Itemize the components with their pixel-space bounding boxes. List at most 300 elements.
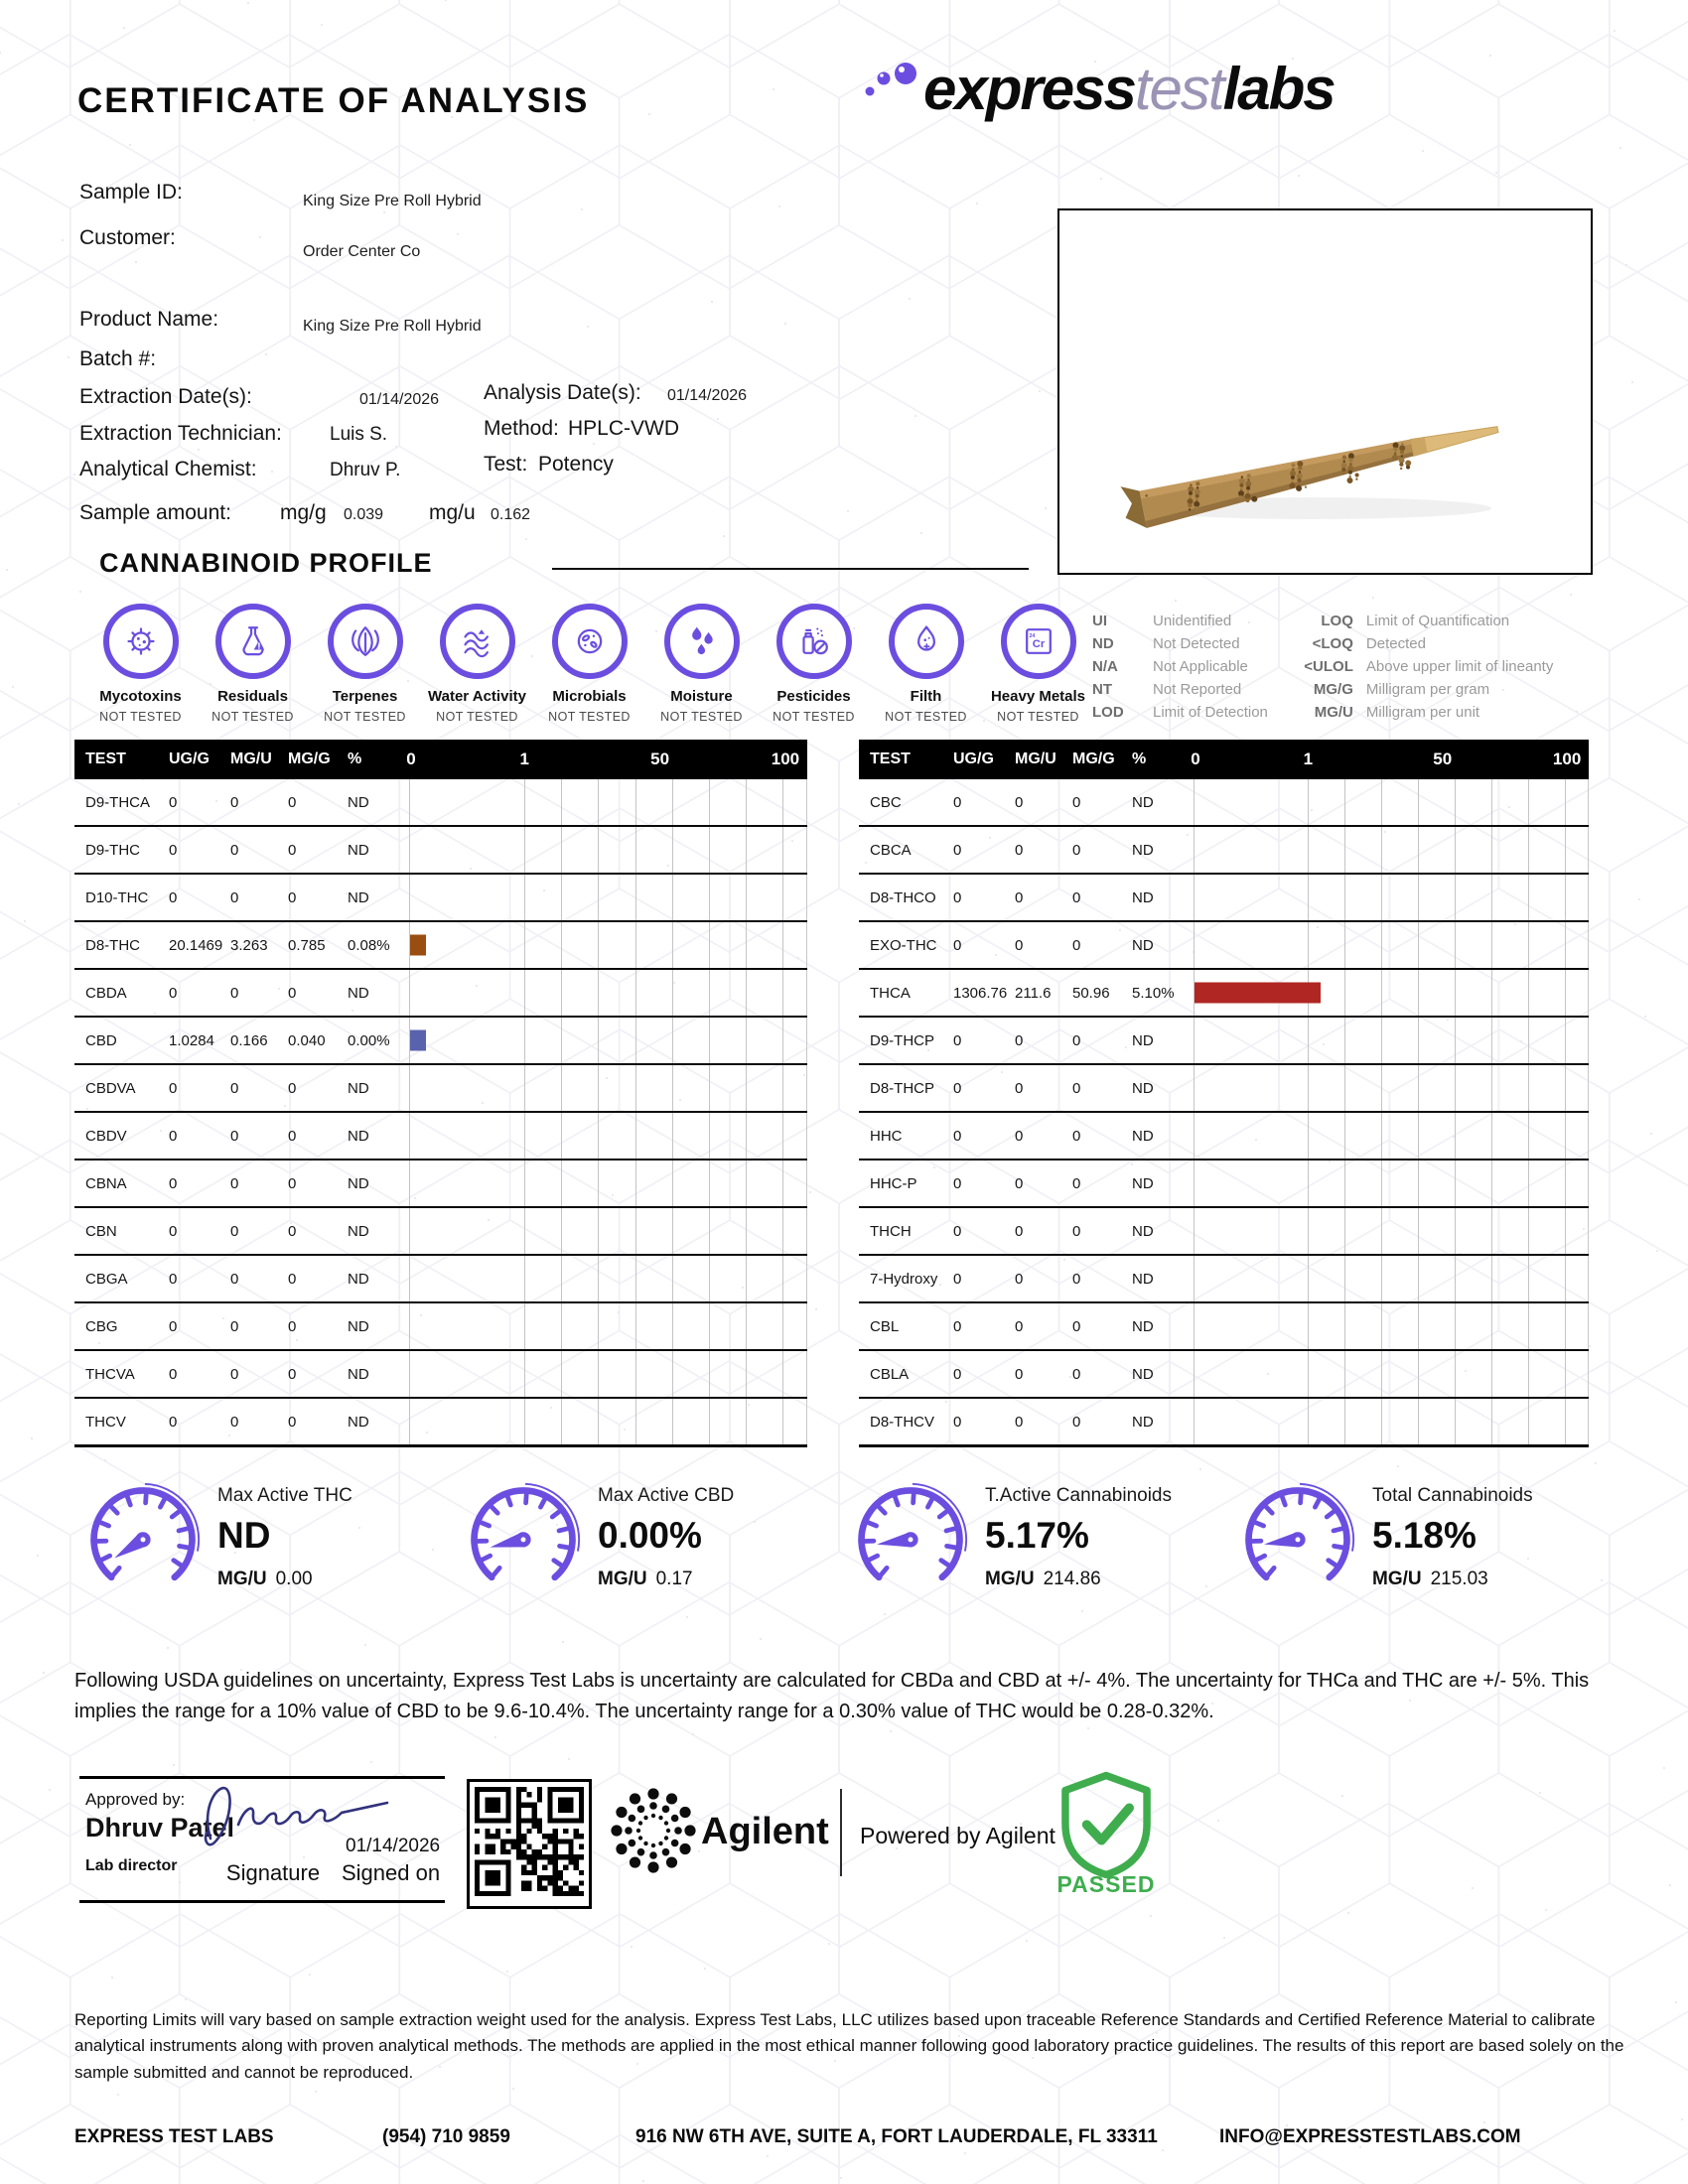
analyte-pct: ND xyxy=(348,1365,369,1383)
bar-chart-cell xyxy=(409,1208,807,1254)
analyte-mgg: 0 xyxy=(288,841,297,859)
chart-gridline xyxy=(782,875,783,920)
agilent-brand: Agilent xyxy=(701,1811,829,1852)
chart-gridline xyxy=(1344,1160,1345,1206)
uncertainty-statement: Following USDA guidelines on uncertainty, Express Test Labs is uncertainty are calculated for CBDa and CBD at +/- 4%. The uncertainty for THCa and THC are +/- 5%. This implies the range for a 10% value of CBD to be 9.6-10.4%. The uncertainty range for a 0.30% value of THC would be 0.28-0.32%. xyxy=(74,1670,1590,1722)
legend-abbr: ND xyxy=(1092,635,1114,652)
chart-gridline xyxy=(709,922,710,968)
chart-gridline xyxy=(1381,875,1382,920)
gauge-icon xyxy=(1239,1479,1356,1596)
analyte-row xyxy=(74,1018,807,1065)
analyte-name: HHC xyxy=(870,1127,903,1145)
column-header: MG/U xyxy=(1015,751,1056,767)
bar-chart-cell xyxy=(409,1160,807,1206)
chart-gridline xyxy=(1565,922,1566,968)
safety-panel-label: Heavy Metals xyxy=(990,688,1086,705)
chart-gridline xyxy=(746,827,747,873)
chart-gridline xyxy=(598,922,599,968)
method-label: Method: xyxy=(484,417,559,440)
bar-chart-cell xyxy=(409,1018,807,1063)
chart-gridline xyxy=(1418,779,1419,825)
bar-chart-cell xyxy=(1194,1065,1589,1111)
chart-gridline xyxy=(782,1303,783,1349)
analyte-mgu: 0 xyxy=(1015,1365,1024,1383)
gauge-icon xyxy=(84,1479,202,1596)
safety-panel-status: NOT TESTED xyxy=(436,710,518,724)
analyte-mgu: 0 xyxy=(1015,1079,1024,1097)
extraction-technician-label: Extraction Technician: xyxy=(79,422,282,445)
safety-panel-status: NOT TESTED xyxy=(997,710,1079,724)
chart-gridline xyxy=(1308,1018,1309,1063)
chart-gridline xyxy=(782,779,783,825)
chart-gridline xyxy=(1194,1208,1195,1254)
chart-gridline xyxy=(1418,1160,1419,1206)
legend-entry xyxy=(1092,632,1268,655)
analyte-mgg: 0 xyxy=(1072,1031,1081,1049)
chart-gridline xyxy=(1565,1351,1566,1397)
bar-chart-cell xyxy=(1194,1208,1589,1254)
chart-gridline xyxy=(524,1399,525,1444)
analyte-row xyxy=(859,827,1589,875)
analyte-mgu: 0 xyxy=(230,888,239,906)
residuals-icon xyxy=(215,604,291,679)
chart-gridline xyxy=(1381,779,1382,825)
chart-gridline xyxy=(1418,1065,1419,1111)
column-header: TEST xyxy=(85,751,126,767)
safety-panel xyxy=(982,604,1094,724)
safety-panel-label: Pesticides xyxy=(776,688,851,705)
analyte-row xyxy=(859,875,1589,922)
chart-gridline xyxy=(672,779,673,825)
safety-panel-label: Residuals xyxy=(217,688,288,705)
analyte-mgu: 0 xyxy=(1015,793,1024,811)
gauge-unit-row xyxy=(598,1569,734,1590)
analyte-pct: ND xyxy=(348,1174,369,1192)
gauge-unit-label: MG/U xyxy=(598,1569,647,1589)
chart-gridline xyxy=(1381,1018,1382,1063)
moisture-icon xyxy=(664,604,740,679)
analyte-ugg: 0 xyxy=(169,1317,178,1335)
mycotoxins-icon xyxy=(103,604,179,679)
analyte-mgg: 0 xyxy=(288,888,297,906)
analyte-mgu: 0 xyxy=(1015,1222,1024,1240)
product-name-label: Product Name: xyxy=(79,308,219,331)
legend-desc: Limit of Quantification xyxy=(1365,613,1510,629)
analyte-row xyxy=(74,1113,807,1160)
analyte-ugg: 1306.76 xyxy=(953,984,1008,1002)
analyte-pct: ND xyxy=(1132,1127,1154,1145)
chart-gridline xyxy=(1528,827,1529,873)
chart-gridline xyxy=(524,922,525,968)
gauge-unit-label: MG/U xyxy=(217,1569,267,1589)
extraction-technician-value: Luis S. xyxy=(330,424,388,445)
footer-address: 916 NW 6TH AVE, SUITE A, FORT LAUDERDALE, FL 33311 xyxy=(635,2126,1158,2147)
gauge-icon xyxy=(465,1479,582,1596)
chart-gridline xyxy=(1344,922,1345,968)
analyte-name: CBC xyxy=(870,793,902,811)
chart-gridline xyxy=(1528,922,1529,968)
chart-gridline xyxy=(746,1208,747,1254)
chart-gridline xyxy=(1418,1018,1419,1063)
analyte-mgu: 0 xyxy=(230,1127,239,1145)
analyte-mgu: 0 xyxy=(1015,1317,1024,1335)
chart-gridline xyxy=(1455,827,1456,873)
chart-gridline xyxy=(1381,1399,1382,1444)
chart-gridline xyxy=(524,970,525,1016)
bar-chart-cell xyxy=(1194,1399,1589,1444)
chart-gridline xyxy=(409,1065,410,1111)
analyte-pct: 5.10% xyxy=(1132,984,1175,1002)
safety-panel xyxy=(197,604,309,724)
analyte-row xyxy=(859,1208,1589,1256)
chart-gridline xyxy=(1565,1018,1566,1063)
chart-gridline xyxy=(672,1065,673,1111)
analyte-name: D9-THC xyxy=(85,841,140,859)
analyte-mgg: 0 xyxy=(1072,841,1081,859)
analyte-mgu: 0 xyxy=(1015,1031,1024,1049)
analyte-name: CBNA xyxy=(85,1174,127,1192)
chart-gridline xyxy=(1194,827,1195,873)
chart-gridline xyxy=(409,1303,410,1349)
chart-gridline xyxy=(1194,1303,1195,1349)
analyte-row xyxy=(74,970,807,1018)
legend-entry xyxy=(1296,655,1553,678)
scale-tick: 50 xyxy=(650,750,670,768)
chart-gridline xyxy=(746,1113,747,1159)
chart-gridline xyxy=(1308,1256,1309,1301)
analyte-name: CBDVA xyxy=(85,1079,136,1097)
chart-gridline xyxy=(409,1113,410,1159)
chart-gridline xyxy=(709,1160,710,1206)
analyte-mgg: 0 xyxy=(1072,1413,1081,1431)
bar-chart-cell xyxy=(409,1065,807,1111)
legend-desc: Limit of Detection xyxy=(1153,704,1268,721)
chart-gridline xyxy=(598,1113,599,1159)
bar-chart-cell xyxy=(409,827,807,873)
analyte-mgu: 0 xyxy=(230,1222,239,1240)
gauge-icon xyxy=(852,1479,969,1596)
value-bar xyxy=(410,935,426,956)
legend-entry xyxy=(1296,701,1553,724)
gauge-unit-row xyxy=(985,1569,1172,1590)
chart-gridline xyxy=(524,1113,525,1159)
sample-id-value: King Size Pre Roll Hybrid xyxy=(303,193,482,209)
bar-chart-cell xyxy=(409,1399,807,1444)
gauge-title: Max Active CBD xyxy=(598,1485,735,1506)
approved-by-label: Approved by: xyxy=(85,1790,186,1809)
gauge-value: 5.17% xyxy=(985,1515,1089,1556)
analyte-ugg: 0 xyxy=(953,841,962,859)
footer-phone: (954) 710 9859 xyxy=(382,2126,510,2147)
chart-gridline xyxy=(1344,970,1345,1016)
analyte-mgu: 0 xyxy=(1015,936,1024,954)
analyte-mgu: 0 xyxy=(1015,888,1024,906)
analyte-name: D8-THCP xyxy=(870,1079,935,1097)
chart-gridline xyxy=(561,1399,562,1444)
chart-gridline xyxy=(1528,970,1529,1016)
chart-gridline xyxy=(1194,1018,1195,1063)
legend-abbr: <ULOL xyxy=(1304,658,1353,675)
chart-gridline xyxy=(1491,1065,1492,1111)
chart-gridline xyxy=(709,1303,710,1349)
chart-gridline xyxy=(1344,1399,1345,1444)
analyte-name: THCA xyxy=(870,984,911,1002)
footer-email: INFO@EXPRESSTESTLABS.COM xyxy=(1219,2126,1521,2147)
gauge-text xyxy=(1372,1479,1533,1590)
chart-gridline xyxy=(1418,827,1419,873)
chart-gridline xyxy=(561,779,562,825)
chart-gridline xyxy=(1455,1065,1456,1111)
chart-gridline xyxy=(1491,970,1492,1016)
chart-gridline xyxy=(635,1303,636,1349)
analyte-row xyxy=(859,970,1589,1018)
analysis-date-label: Analysis Date(s): xyxy=(484,381,641,404)
analyte-name: CBG xyxy=(85,1317,118,1335)
chart-gridline xyxy=(598,970,599,1016)
legend-abbr: UI xyxy=(1092,613,1107,629)
bar-chart-cell xyxy=(1194,779,1589,825)
bar-chart-cell xyxy=(1194,1256,1589,1301)
chart-gridline xyxy=(1308,1065,1309,1111)
passed-badge xyxy=(1051,1769,1162,1898)
chart-gridline xyxy=(1565,1303,1566,1349)
chart-gridline xyxy=(1344,1256,1345,1301)
chart-gridline xyxy=(598,827,599,873)
chart-gridline xyxy=(782,827,783,873)
chart-gridline xyxy=(561,875,562,920)
analyte-ugg: 0 xyxy=(953,1127,962,1145)
express-test-labs-logo xyxy=(862,56,1335,122)
analyte-pct: ND xyxy=(1132,1365,1154,1383)
analyte-name: HHC-P xyxy=(870,1174,917,1192)
chart-gridline xyxy=(1381,1160,1382,1206)
chart-gridline xyxy=(561,922,562,968)
chart-gridline xyxy=(672,1208,673,1254)
analyte-row xyxy=(74,1303,807,1351)
chart-gridline xyxy=(709,1351,710,1397)
signature-label: Signature xyxy=(225,1860,321,1885)
legend-abbr: LOQ xyxy=(1321,613,1353,629)
analyte-mgg: 0 xyxy=(288,1222,297,1240)
chart-gridline xyxy=(524,1065,525,1111)
chart-gridline xyxy=(635,1018,636,1063)
safety-panel xyxy=(758,604,870,724)
chart-gridline xyxy=(524,1160,525,1206)
analyte-row xyxy=(74,1256,807,1303)
analyte-name: CBDV xyxy=(85,1127,127,1145)
bar-chart-cell xyxy=(409,779,807,825)
chart-gridline xyxy=(672,1303,673,1349)
svg-text:24: 24 xyxy=(1029,633,1035,640)
analyte-mgu: 0 xyxy=(1015,1413,1024,1431)
analyte-pct: ND xyxy=(348,841,369,859)
abbreviation-legend xyxy=(1092,610,1553,724)
chart-gridline xyxy=(1381,1065,1382,1111)
sample-amount-mgu-value: 0.162 xyxy=(491,506,531,523)
chart-gridline xyxy=(1528,779,1529,825)
analyte-mgu: 0 xyxy=(230,1413,239,1431)
safety-panel-label: Microbials xyxy=(552,688,627,705)
chart-gridline xyxy=(635,875,636,920)
analyte-row xyxy=(74,779,807,827)
shield-check-icon xyxy=(1055,1769,1158,1880)
product-photo xyxy=(1057,208,1593,575)
scale-tick: 50 xyxy=(1433,750,1453,768)
agilent-starburst-icon xyxy=(608,1785,699,1876)
chart-gridline xyxy=(672,1399,673,1444)
analyte-row xyxy=(74,875,807,922)
analyte-ugg: 0 xyxy=(169,1413,178,1431)
safety-panel xyxy=(309,604,421,724)
chart-gridline xyxy=(598,875,599,920)
chart-gridline xyxy=(782,970,783,1016)
legend-desc: Detected xyxy=(1365,635,1426,652)
analyte-pct: ND xyxy=(1132,1079,1154,1097)
safety-panel-label: Mycotoxins xyxy=(99,688,182,705)
chart-gridline xyxy=(782,1208,783,1254)
chart-gridline xyxy=(746,779,747,825)
chart-gridline xyxy=(1528,1399,1529,1444)
chart-gridline xyxy=(635,1351,636,1397)
qr-code xyxy=(467,1779,592,1909)
chart-gridline xyxy=(524,1303,525,1349)
safety-panel-label: Water Activity xyxy=(428,688,526,705)
bar-chart-cell xyxy=(1194,922,1589,968)
summary-gauges xyxy=(0,1479,1688,1658)
chart-gridline xyxy=(709,1208,710,1254)
chart-gridline xyxy=(1455,779,1456,825)
chart-gridline xyxy=(1194,875,1195,920)
chart-gridline xyxy=(672,1351,673,1397)
chart-gridline xyxy=(1491,827,1492,873)
analyte-pct: ND xyxy=(348,1222,369,1240)
chart-gridline xyxy=(1528,1303,1529,1349)
gauge-text xyxy=(985,1479,1172,1590)
analytical-chemist-value: Dhruv P. xyxy=(330,460,401,480)
chart-gridline xyxy=(746,1256,747,1301)
analyte-mgg: 0.040 xyxy=(288,1031,326,1049)
analyte-name: D8-THCV xyxy=(870,1413,935,1431)
legend-desc: Not Detected xyxy=(1153,635,1240,652)
approval-box xyxy=(79,1776,445,1903)
gauge-value: 0.00% xyxy=(598,1515,702,1556)
chart-gridline xyxy=(1528,1351,1529,1397)
safety-panel xyxy=(870,604,982,724)
analyte-mgg: 0 xyxy=(288,1317,297,1335)
safety-panel-status: NOT TESTED xyxy=(548,710,631,724)
analyte-mgg: 0 xyxy=(288,1174,297,1192)
analyte-mgg: 0 xyxy=(1072,888,1081,906)
analyte-row xyxy=(859,1160,1589,1208)
chart-gridline xyxy=(1418,1208,1419,1254)
chart-gridline xyxy=(1565,779,1566,825)
chart-gridline xyxy=(672,1256,673,1301)
chart-gridline xyxy=(1308,922,1309,968)
chart-gridline xyxy=(1381,1208,1382,1254)
analyte-ugg: 0 xyxy=(953,888,962,906)
chart-gridline xyxy=(1194,1351,1195,1397)
chart-gridline xyxy=(746,1018,747,1063)
chart-gridline xyxy=(1194,779,1195,825)
column-header: UG/G xyxy=(953,751,994,767)
chart-gridline xyxy=(672,827,673,873)
footer-company: EXPRESS TEST LABS xyxy=(74,2126,274,2147)
signed-date: 01/14/2026 xyxy=(346,1836,441,1856)
logo-express-text: express xyxy=(923,56,1135,122)
analyte-ugg: 0 xyxy=(169,1174,178,1192)
chart-gridline xyxy=(561,1256,562,1301)
legend-desc: Not Reported xyxy=(1153,681,1242,698)
analyte-ugg: 20.1469 xyxy=(169,936,223,954)
bar-chart-cell xyxy=(1194,827,1589,873)
chart-gridline xyxy=(409,1256,410,1301)
analyte-ugg: 0 xyxy=(953,1413,962,1431)
chart-gridline xyxy=(1381,1256,1382,1301)
cannabinoid-table-left xyxy=(74,740,807,1447)
analysis-date-value: 01/14/2026 xyxy=(667,387,748,404)
chart-gridline xyxy=(1491,1018,1492,1063)
legend-entry xyxy=(1296,610,1553,632)
chart-gridline xyxy=(1565,827,1566,873)
product-name-value: King Size Pre Roll Hybrid xyxy=(303,318,482,335)
chart-gridline xyxy=(672,1160,673,1206)
safety-panel-status: NOT TESTED xyxy=(99,710,182,724)
chart-gridline xyxy=(1455,875,1456,920)
analyte-row xyxy=(74,1065,807,1113)
chart-gridline xyxy=(709,779,710,825)
cannabinoid-table-right xyxy=(859,740,1589,1447)
legend-entry xyxy=(1092,610,1268,632)
chart-gridline xyxy=(635,1113,636,1159)
chart-gridline xyxy=(1528,875,1529,920)
gauge-block xyxy=(84,1479,352,1596)
safety-panel-label: Terpenes xyxy=(332,688,398,705)
chart-gridline xyxy=(524,1208,525,1254)
chart-gridline xyxy=(598,1208,599,1254)
safety-panel xyxy=(533,604,645,724)
bar-chart-cell xyxy=(1194,875,1589,920)
analyte-row xyxy=(74,922,807,970)
chart-gridline xyxy=(1381,1113,1382,1159)
analyte-name: D9-THCA xyxy=(85,793,151,811)
chart-gridline xyxy=(1528,1065,1529,1111)
safety-panel-label: Moisture xyxy=(670,688,733,705)
analyte-pct: ND xyxy=(1132,1270,1154,1288)
chart-gridline xyxy=(1418,1303,1419,1349)
chart-gridline xyxy=(635,1208,636,1254)
chart-gridline xyxy=(1565,970,1566,1016)
analyte-name: CBL xyxy=(870,1317,900,1335)
approver-name: Dhruv Patel xyxy=(85,1813,235,1843)
chart-gridline xyxy=(635,922,636,968)
analyte-pct: ND xyxy=(1132,793,1154,811)
analyte-ugg: 0 xyxy=(953,1222,962,1240)
analyte-pct: 0.00% xyxy=(348,1031,390,1049)
analyte-name: CBDA xyxy=(85,984,127,1002)
analyte-name: EXO-THC xyxy=(870,936,937,954)
chart-gridline xyxy=(409,827,410,873)
chart-gridline xyxy=(1455,970,1456,1016)
analyte-name: D8-THC xyxy=(85,936,140,954)
batch-label: Batch #: xyxy=(79,347,157,370)
chart-gridline xyxy=(1194,922,1195,968)
analyte-mgu: 0 xyxy=(230,984,239,1002)
analyte-ugg: 0 xyxy=(169,1222,178,1240)
chart-gridline xyxy=(598,1256,599,1301)
extraction-date-label: Extraction Date(s): xyxy=(79,385,252,408)
chart-gridline xyxy=(524,1256,525,1301)
analyte-row xyxy=(74,827,807,875)
